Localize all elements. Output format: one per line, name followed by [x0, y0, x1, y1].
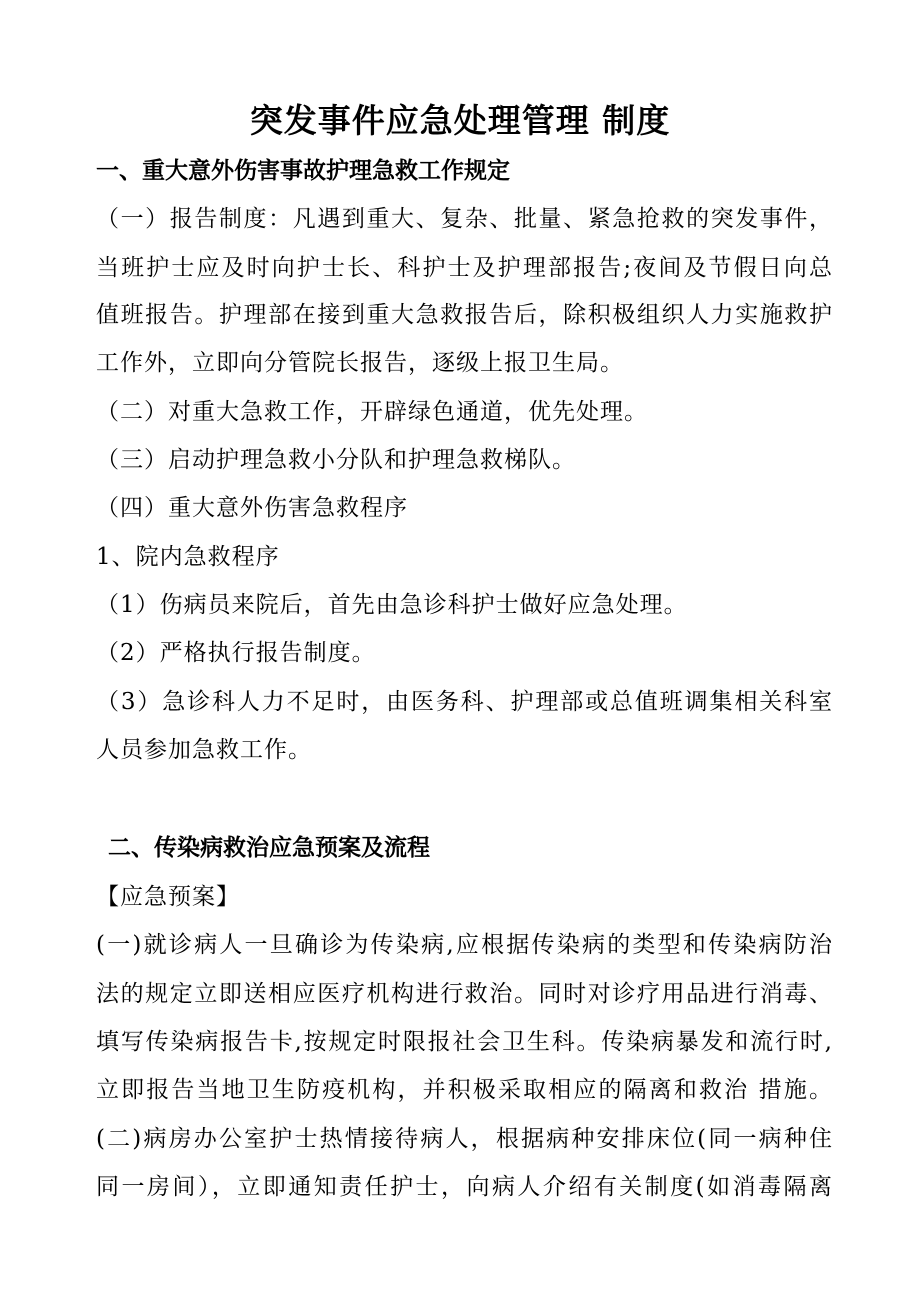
- paragraph-line: 人员参加急救工作。: [96, 737, 312, 763]
- paragraph-line: （2）严格执行报告制度。: [96, 640, 376, 666]
- paragraph-line: 法的规定立即送相应医疗机构进行救治。同时对诊疗用品进行消毒、: [96, 981, 832, 1007]
- paragraph-line: （三）启动护理急救小分队和护理急救梯队。: [96, 447, 576, 473]
- section-heading-1: 一、重大意外伤害事故护理急救工作规定: [96, 158, 510, 184]
- paragraph-line: 同一房间），立即通知责任护士，向病人介绍有关制度(如消毒隔离: [96, 1174, 832, 1200]
- paragraph-line: 立即报告当地卫生防疫机构，并积极采取相应的隔离和救治 措施。: [96, 1077, 832, 1103]
- section-heading-2: 二、传染病救治应急预案及流程: [108, 835, 430, 861]
- paragraph-line: 1、院内急救程序: [96, 544, 280, 570]
- paragraph-line: 值班报告。护理部在接到重大急救报告后，除积极组织人力实施救护: [96, 302, 832, 328]
- document-title: 突发事件应急处理管理 制度: [249, 101, 671, 140]
- paragraph-line: （3）急诊科人力不足时，由医务科、护理部或总值班调集相关科室: [96, 689, 832, 715]
- paragraph-line: 工作外，立即向分管院长报告，逐级上报卫生局。: [96, 350, 624, 376]
- paragraph-line: （二）对重大急救工作，开辟绿色通道，优先处理。: [96, 399, 648, 425]
- paragraph-line: （1）伤病员来院后，首先由急诊科护士做好应急处理。: [96, 592, 688, 618]
- paragraph-line: 填写传染病报告卡,按规定时限报社会卫生科。传染病暴发和流行时,: [96, 1029, 832, 1055]
- paragraph-line: 当班护士应及时向护士长、科护士及护理部报告;夜间及节假日向总: [96, 255, 832, 281]
- paragraph-line: (二)病房办公室护士热情接待病人，根据病种安排床位(同一病种住: [96, 1126, 832, 1152]
- paragraph-line: （四）重大意外伤害急救程序: [96, 495, 408, 521]
- paragraph-line: (一)就诊病人一旦确诊为传染病,应根据传染病的类型和传染病防治: [96, 932, 832, 958]
- paragraph-line: （一）报告制度：凡遇到重大、复杂、批量、紧急抢救的突发事件，: [96, 206, 832, 232]
- paragraph-line: 【应急预案】: [96, 884, 240, 910]
